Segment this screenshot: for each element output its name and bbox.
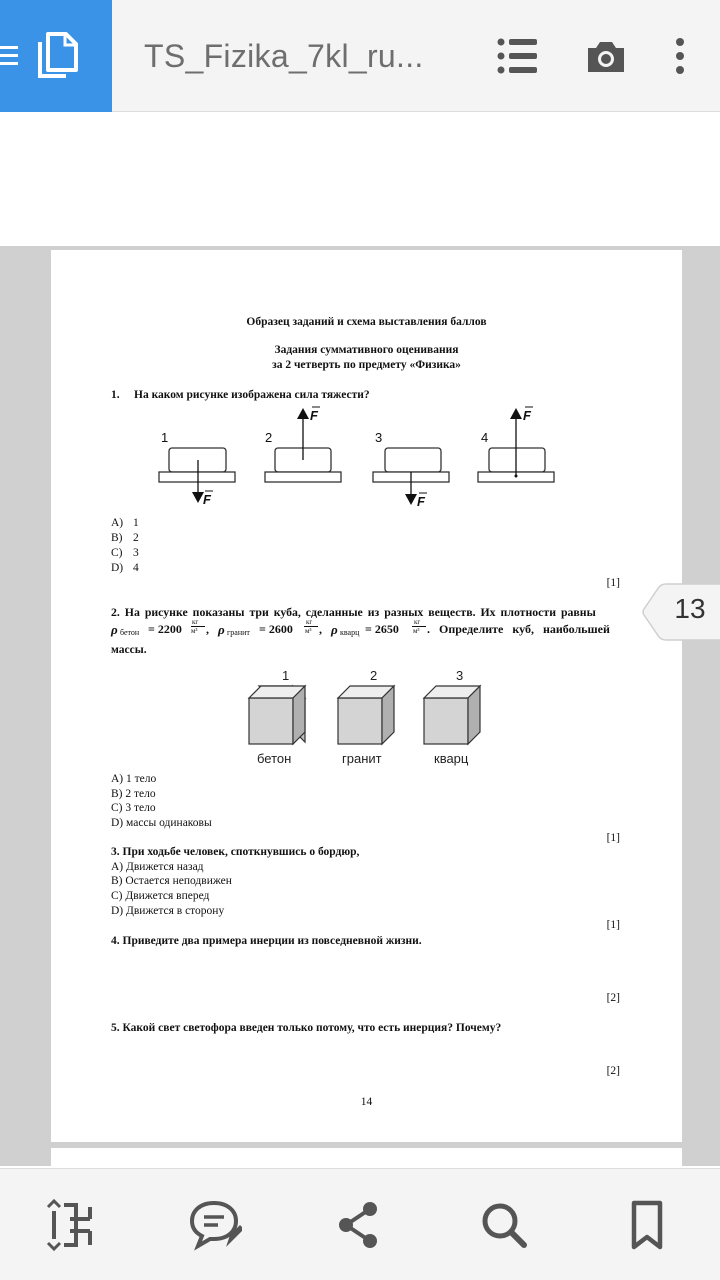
q3-option-a: A) Движется назад [111, 861, 204, 873]
q1-option-d-text: 4 [133, 562, 139, 574]
q2-option-c: C) 3 тело [111, 802, 156, 814]
q3-points: [1] [606, 919, 620, 931]
q1-points: [1] [606, 577, 620, 589]
bookmark-icon[interactable] [620, 1197, 676, 1253]
q1-fig-label-3: 3 [375, 430, 383, 445]
q1-number: 1. [111, 389, 120, 401]
q1-fig-label-1: 1 [161, 430, 169, 445]
q2-unit3-den: м³ [413, 627, 420, 635]
q4-points: [2] [606, 992, 620, 1004]
q2-densities: ρ бетон = 2200 кг м³ , ρ гранит = 2600 кг м³ , ρ кварц = 2650 кг м³ . Определите куб, наибольшей [111, 618, 610, 637]
q1-fig-force-4: F [523, 408, 531, 423]
q1-option-a-letter: A) [111, 517, 124, 529]
q2-rho3-sub: кварц [340, 628, 360, 637]
q2-rho2-val: = 2600 [259, 622, 293, 636]
q2-cubes-figure [241, 668, 491, 770]
doc-subheading-2: за 2 четверть по предмету «Физика» [272, 359, 461, 371]
document-copy-icon[interactable] [36, 32, 80, 80]
q2-cube-label-1: бетон [257, 751, 292, 766]
page-number: 14 [360, 1096, 373, 1108]
top-app-bar [0, 0, 720, 112]
q2-rho1-val: = 2200 [148, 622, 182, 636]
document-title: TS_Fizika_7kl_ru... [144, 38, 424, 74]
q2-points: [1] [606, 832, 620, 844]
q2-text-line3: массы. [111, 644, 147, 656]
q2-option-d: D) массы одинаковы [111, 817, 212, 829]
q3-text: 3. При ходьбе человек, споткнувшись о бордюр, [111, 846, 360, 858]
bottom-toolbar [0, 1168, 720, 1280]
q1-fig-force-1: F [203, 492, 211, 507]
q2-unit1-den: м³ [191, 627, 198, 635]
q2-text-line2-end: Определите куб, наибольшей [439, 622, 610, 636]
menu-icon[interactable] [0, 44, 20, 68]
list-icon[interactable] [496, 36, 540, 76]
camera-icon[interactable] [584, 36, 628, 76]
fit-width-icon[interactable] [40, 1197, 96, 1253]
search-icon[interactable] [476, 1197, 532, 1253]
q2-cube-label-3: кварц [434, 751, 469, 766]
q3-option-c: C) Движется вперед [111, 890, 210, 902]
q3-option-d: D) Движется в сторону [111, 905, 225, 917]
q2-rho3-val: = 2650 [365, 622, 399, 636]
comment-icon[interactable] [186, 1197, 242, 1253]
q2-unit2-den: м³ [305, 627, 312, 635]
q1-fig-force-2: F [310, 408, 318, 423]
q4-text: 4. Приведите два примера инерции из повседневной жизни. [111, 935, 422, 947]
doc-heading: Образец заданий и схема выставления баллов [246, 316, 487, 328]
page-indicator-badge[interactable] [642, 583, 720, 641]
document-viewer[interactable] [0, 246, 720, 1166]
q2-cube-number-3: 3 [456, 668, 464, 683]
q2-text-line1: 2. На рисунке показаны три куба, сделанные из разных веществ. Их плотности равны [111, 605, 596, 619]
q2-cube-number-1: 1 [282, 668, 290, 683]
q2-option-b: B) 2 тело [111, 788, 156, 800]
q1-fig-label-2: 2 [265, 430, 273, 445]
q2-rho2-sub: гранит [227, 628, 250, 637]
app-logo-area[interactable] [0, 0, 112, 112]
q2-unit2-num: кг [306, 618, 313, 626]
q2-option-a: A) 1 тело [111, 773, 157, 785]
share-icon[interactable] [330, 1197, 386, 1253]
q2-cube-label-2: гранит [342, 751, 382, 766]
q5-points: [2] [606, 1065, 620, 1077]
doc-subheading: Задания суммативного оценивания [274, 344, 459, 356]
q5-text: 5. Какой свет светофора введен только потому, что есть инерция? Почему? [111, 1022, 502, 1034]
q2-cube-number-2: 2 [370, 668, 378, 683]
q1-fig-force-3: F [417, 494, 425, 509]
page-indicator-value: 13 [674, 593, 706, 624]
q2-rho1-sub: бетон [120, 628, 140, 637]
q3-option-b: B) Остается неподвижен [111, 875, 232, 887]
more-vert-icon[interactable] [658, 36, 702, 76]
q2-unit3-num: кг [414, 618, 421, 626]
q1-fig-label-4: 4 [481, 430, 489, 445]
q1-option-c-letter: C) [111, 547, 123, 559]
q1-option-c-text: 3 [133, 547, 139, 559]
q1-option-b-letter: B) [111, 532, 123, 544]
q2-unit1-num: кг [192, 618, 199, 626]
document-page [51, 250, 682, 1142]
q1-option-a-text: 1 [133, 517, 139, 529]
q1-text: На каком рисунке изображена сила тяжести? [134, 389, 370, 401]
q1-figure [151, 405, 571, 513]
q1-option-b-text: 2 [133, 532, 139, 544]
q1-option-d-letter: D) [111, 562, 124, 574]
